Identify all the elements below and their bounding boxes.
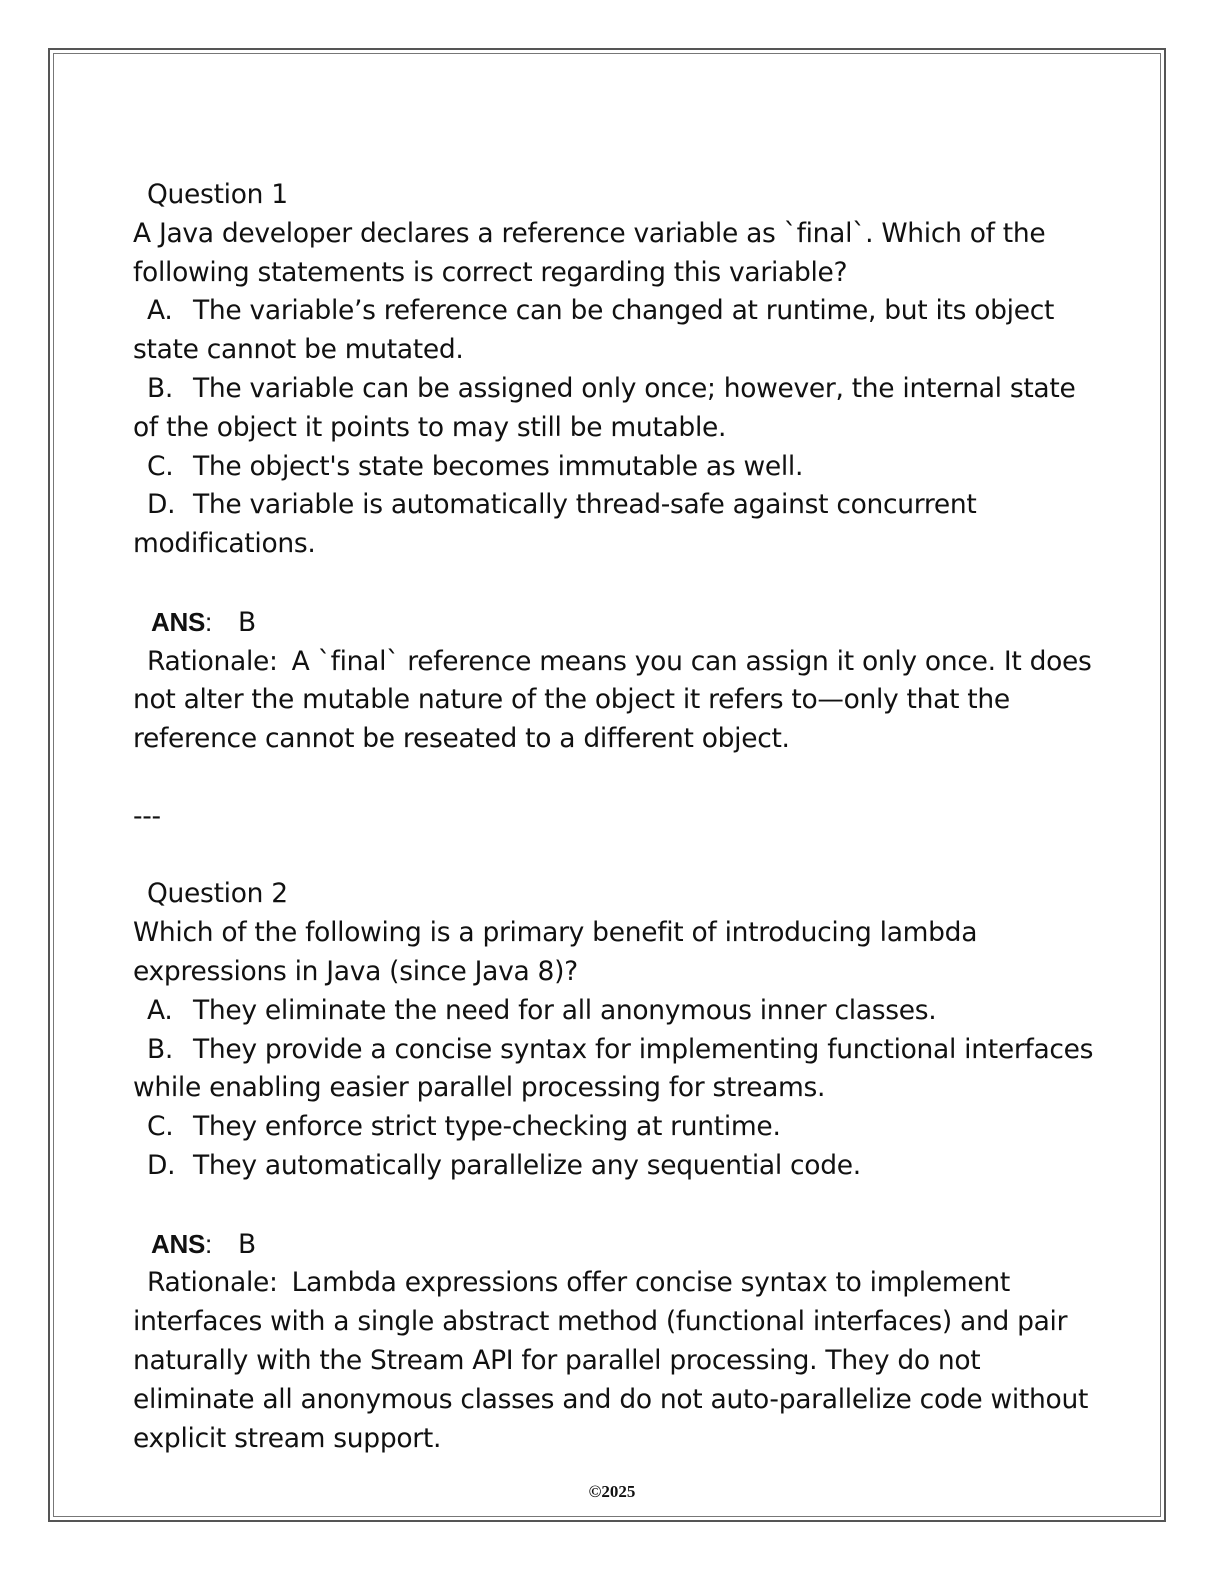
option-letter: B.: [147, 1033, 174, 1065]
option-text: They enforce strict type-checking at runtime.: [193, 1111, 781, 1143]
section-separator: ---: [133, 800, 161, 832]
answer-separator: :: [205, 606, 212, 637]
option-text: They eliminate the need for all anonymous inner classes.: [193, 994, 937, 1026]
option-letter: D.: [147, 1149, 176, 1181]
question-title: Question 2: [147, 878, 288, 910]
rationale-first-line: [133, 643, 1093, 682]
option-a: [133, 992, 1093, 1031]
option-letter: B.: [147, 372, 174, 404]
question-title: Question 1: [147, 179, 288, 210]
option-letter: A.: [147, 295, 173, 327]
rationale-text: A `final` reference means you can assign it only once. It does: [291, 645, 1092, 677]
rationale-line: eliminate all anonymous classes and do not auto-parallelize code without: [133, 1383, 1089, 1415]
option-d: [133, 486, 1093, 525]
option-b: [133, 370, 1093, 409]
rationale-line: interfaces with a single abstract method (functional interfaces) and pair: [133, 1306, 1068, 1338]
option-a: [133, 292, 1093, 331]
question-stem-line: following statements is correct regarding this variable?: [133, 256, 848, 288]
question-stem-line: A Java developer declares a reference variable as `final`. Which of the: [133, 217, 1046, 249]
answer-row: [133, 603, 1093, 643]
option-c: [133, 448, 1093, 487]
rationale-line: naturally with the Stream API for parallel processing. They do not: [133, 1344, 981, 1376]
option-b-continuation: of the object it points to may still be mutable.: [133, 411, 727, 443]
option-letter: C.: [147, 1111, 174, 1143]
rationale-line: not alter the mutable nature of the object it refers to—only that the: [133, 684, 1010, 716]
option-d-continuation: modifications.: [133, 528, 316, 560]
option-a-continuation: state cannot be mutated.: [133, 334, 464, 366]
spacer: [133, 564, 1093, 603]
spacer: [133, 759, 1093, 798]
option-d: [133, 1147, 1093, 1186]
option-text: The variable’s reference can be changed at runtime, but its object: [193, 295, 1055, 327]
option-c: [133, 1108, 1093, 1147]
document-body: [133, 176, 1093, 1458]
answer-row: [133, 1225, 1093, 1265]
question-stem-line: expressions in Java (since Java 8)?: [133, 955, 578, 987]
option-text: The variable is automatically thread-safe against concurrent: [193, 489, 977, 521]
spacer: [133, 1186, 1093, 1225]
answer-value: B: [237, 1228, 256, 1260]
option-letter: A.: [147, 994, 173, 1026]
option-b: [133, 1031, 1093, 1070]
option-text: The object's state becomes immutable as well.: [193, 450, 804, 482]
option-text: The variable can be assigned only once; however, the internal state: [193, 372, 1076, 404]
rationale-line: reference cannot be reseated to a different object.: [133, 723, 790, 755]
question-block-1: [133, 176, 1093, 759]
rationale-first-line: [133, 1264, 1093, 1303]
option-letter: D.: [147, 489, 176, 521]
option-text: They automatically parallelize any sequential code.: [193, 1149, 861, 1181]
answer-separator: :: [205, 1228, 212, 1259]
question-stem-line: Which of the following is a primary benefit of introducing lambda: [133, 917, 978, 949]
answer-label: ANS: [151, 606, 205, 637]
option-letter: C.: [147, 450, 174, 482]
option-text: They provide a concise syntax for implementing functional interfaces: [193, 1033, 1094, 1065]
answer-label: ANS: [151, 1228, 205, 1259]
answer-value: B: [237, 606, 256, 638]
rationale-label: Rationale:: [147, 645, 278, 677]
question-block-2: [133, 875, 1093, 1458]
spacer: [133, 837, 1093, 876]
rationale-label: Rationale:: [147, 1267, 278, 1299]
rationale-text: Lambda expressions offer concise syntax to implement: [291, 1267, 1010, 1299]
option-b-continuation: while enabling easier parallel processing for streams.: [133, 1072, 826, 1104]
copyright-footer: ©2025: [588, 1482, 636, 1501]
rationale-line: explicit stream support.: [133, 1422, 442, 1454]
